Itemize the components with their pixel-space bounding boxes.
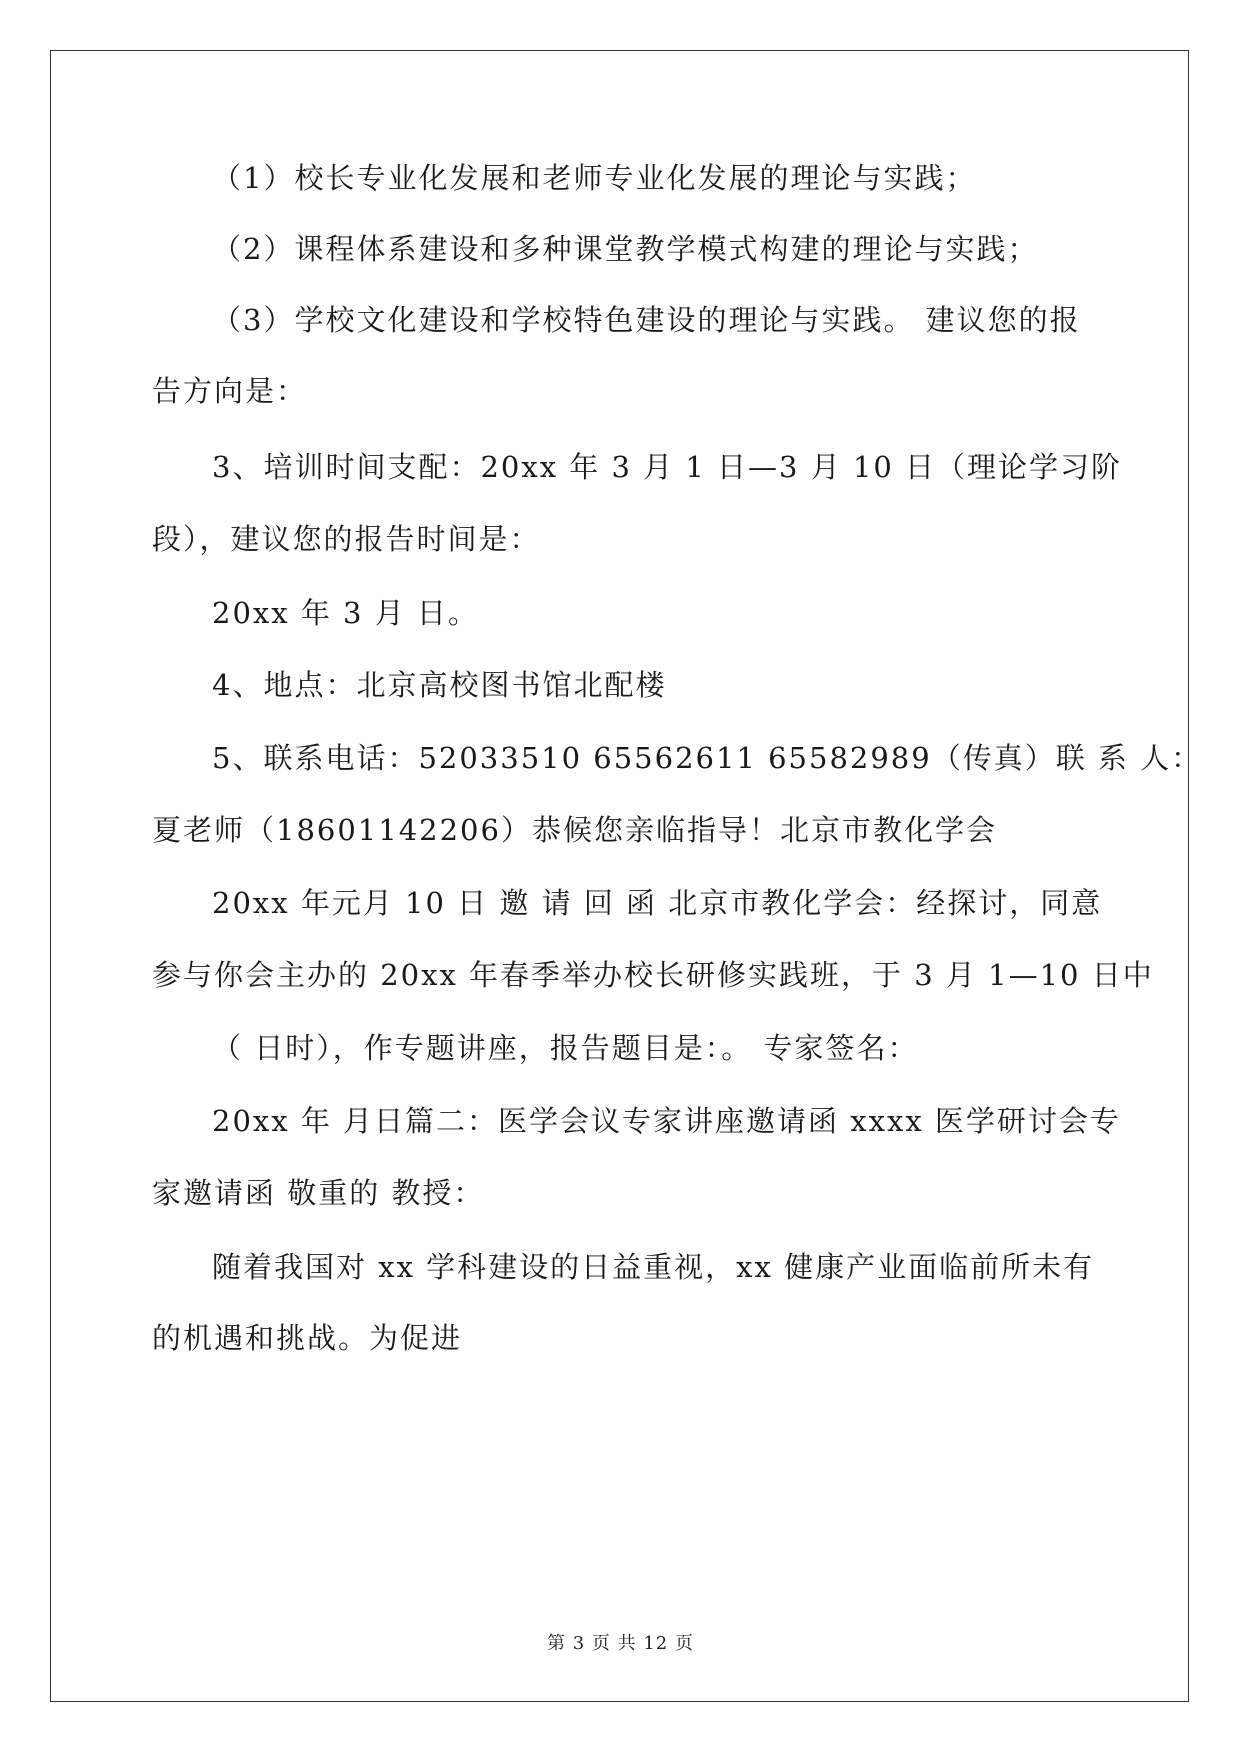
text-line: 告方向是： — [152, 374, 308, 408]
text-line: 随着我国对 xx 学科建设的日益重视，xx 健康产业面临前所未有 — [212, 1250, 1095, 1284]
text-line: 20xx 年 3 月 日。 — [212, 596, 479, 630]
text-line: 段），建议您的报告时间是： — [152, 522, 541, 556]
text-line: （1）校长专业化发展和老师专业化发展的理论与实践； — [212, 161, 977, 195]
text-line: 家邀请函 敬重的 教授： — [152, 1176, 485, 1210]
text-line: 夏老师（18601142206）恭候您亲临指导！北京市教化学会 — [152, 813, 997, 847]
text-line: （2）课程体系建设和多种课堂教学模式构建的理论与实践； — [212, 232, 1039, 266]
page-frame — [50, 50, 1189, 1702]
page-number-footer: 第 3 页 共 12 页 — [547, 1633, 694, 1654]
text-line: （3）学校文化建设和学校特色建设的理论与实践。 建议您的报 — [212, 303, 1081, 337]
text-line: 4、地点：北京高校图书馆北配楼 — [212, 668, 667, 702]
text-line: 参与你会主办的 20xx 年春季举办校长研修实践班，于 3 月 1—10 日中 — [152, 958, 1154, 992]
text-line: 的机遇和挑战。为促进 — [152, 1321, 463, 1355]
text-line: 3、培训时间支配：20xx 年 3 月 1 日—3 月 10 日（理论学习阶 — [212, 450, 1123, 484]
text-line: 20xx 年元月 10 日 邀 请 回 函 北京市教化学会：经探讨，同意 — [212, 886, 1103, 920]
text-line: 5、联系电话：52033510 65562611 65582989（传真）联 系 人： — [212, 741, 1203, 775]
text-line: （ 日时），作专题讲座，报告题目是：。 专家签名： — [212, 1031, 919, 1065]
text-line: 20xx 年 月日篇二：医学会议专家讲座邀请函 xxxx 医学研讨会专 — [212, 1104, 1121, 1138]
